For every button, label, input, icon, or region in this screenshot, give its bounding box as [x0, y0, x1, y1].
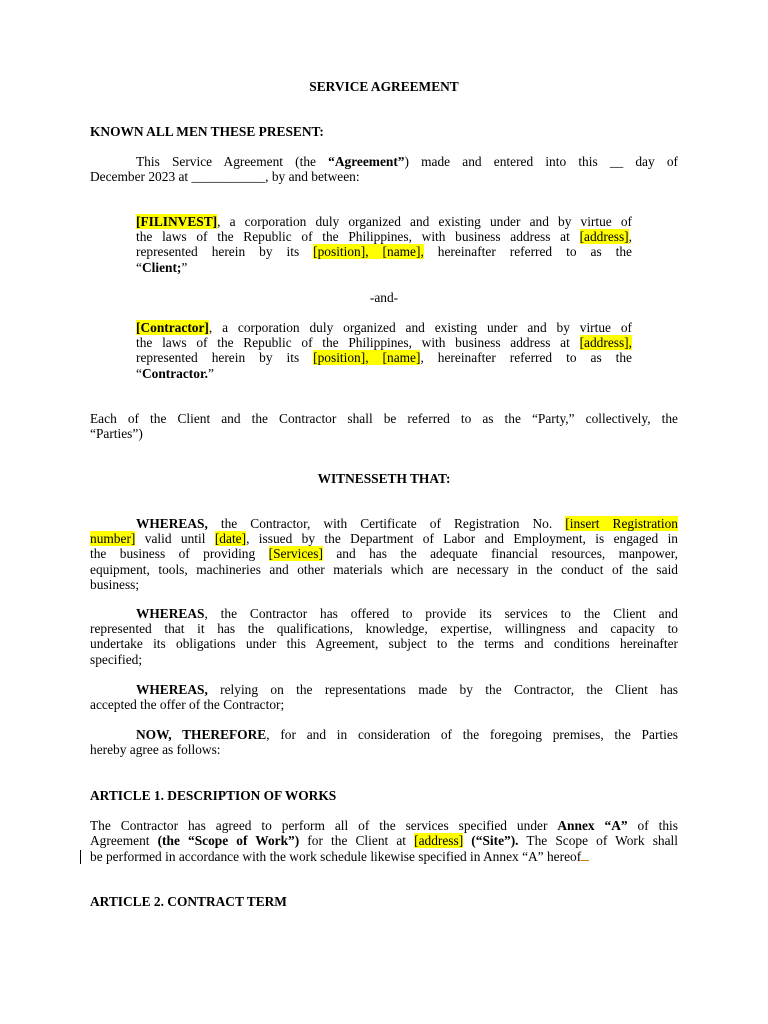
parties-paragraph: Each of the Client and the Contractor shall be referred to as the “Party,” collectively, the “Parties”)	[90, 411, 678, 442]
client-label: Client;	[141, 259, 182, 275]
contractor-name-placeholder: [Contractor]	[136, 320, 209, 335]
client-block: [FILINVEST], a corporation duly organized and existing under and by virtue of the laws of the Republic of the Philippines, with business address at [address], represented herein by its [position], [name], hereinafter referred to as the “Client;”	[136, 214, 632, 275]
client-position-placeholder: [position], [name],	[313, 244, 424, 260]
contractor-block: [Contractor], a corporation duly organized and existing under and by virtue of the laws of the Republic of the Philippines, with business address at [address], represented herein by its [position], [name], hereinafter referred to as the “Contractor.”	[136, 320, 632, 381]
date-placeholder: [date]	[214, 531, 247, 547]
and-separator: -and-	[369, 290, 399, 305]
whereas-2: WHEREAS, the Contractor has offered to provide its services to the Client and represented that it has the qualifications, knowledge, expertise, willingness and capacity to undertake its obligations under this Agreement, subject to the terms and conditions hereinafter specified;	[90, 606, 678, 667]
scope-of-work-term: (the “Scope of Work”)	[157, 833, 300, 849]
document-title: SERVICE AGREEMENT	[309, 79, 459, 94]
witnesseth-heading: WITNESSETH THAT:	[317, 471, 451, 486]
services-placeholder: [Services]	[268, 546, 323, 562]
contractor-label: Contractor.	[141, 365, 209, 381]
client-name-placeholder: [FILINVEST]	[136, 214, 218, 229]
registration-placeholder-cont: number]	[90, 531, 136, 547]
text-cursor-mark	[581, 848, 589, 861]
contractor-address-placeholder: [address],	[579, 335, 632, 351]
article-2-heading: ARTICLE 2. CONTRACT TERM	[90, 894, 287, 909]
annex-a-ref: Annex “A”	[557, 818, 628, 833]
whereas-1: WHEREAS, the Contractor, with Certificate of Registration No. [insert Registration number] valid until [date], issued by the Department of Labor and Employment, is engaged in the business of providing [Services] and has the adequate financial resources, manpower, equipment, tools, machineries and other materials which are necessary in the conduct of the said business;	[90, 516, 679, 592]
intro-paragraph: This Service Agreement (the “Agreement”) made and entered into this __ day of December 2023 at ___________, by and between:	[90, 154, 679, 185]
agreement-term: “Agreement”	[328, 154, 405, 169]
known-heading: KNOWN ALL MEN THESE PRESENT:	[90, 124, 324, 139]
site-term: (“Site”).	[463, 833, 519, 849]
client-address-placeholder: [address]	[579, 229, 629, 245]
article-1-heading: ARTICLE 1. DESCRIPTION OF WORKS	[90, 788, 337, 803]
whereas-3: WHEREAS, relying on the representations made by the Contractor, the Client has accepted the offer of the Contractor;	[90, 682, 678, 713]
article-1-body: The Contractor has agreed to perform all of the services specified under Annex “A” of this Agreement (the “Scope of Work”) for the Client at [address] (“Site”). The Scope of Work shall be performed in accordance with the work schedule likewise specified in Annex “A” hereof	[90, 818, 678, 865]
change-bar	[80, 850, 81, 864]
site-address-placeholder: [address]	[414, 833, 464, 849]
registration-placeholder: [insert Registration	[565, 516, 678, 531]
now-therefore: NOW, THEREFORE, for and in consideration of the foregoing premises, the Parties hereby agree as follows:	[90, 727, 679, 758]
contractor-position-placeholder: [position], [name]	[313, 350, 421, 366]
